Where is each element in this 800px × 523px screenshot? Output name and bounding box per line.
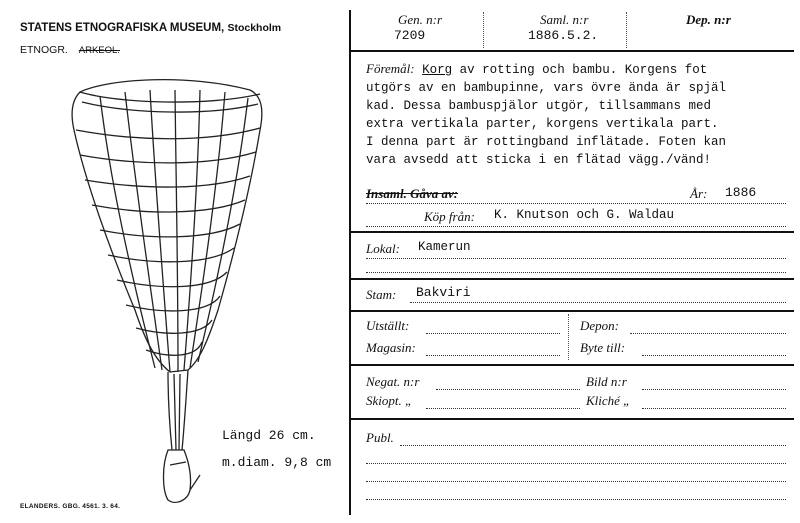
insaml-dotline	[366, 203, 786, 204]
foremal-rule	[349, 231, 794, 233]
basket-drawing	[50, 70, 300, 510]
bild-dotline	[642, 389, 786, 390]
dimension-length: Längd 26 cm.	[222, 428, 316, 443]
kop-fran-label: Köp från:	[424, 209, 475, 224]
bild-label: Bild n:r	[586, 374, 627, 389]
skiopt-dotline	[426, 408, 580, 409]
lokal-label: Lokal:	[366, 241, 400, 256]
lokal-rule	[349, 278, 794, 280]
saml-nr-label: Saml. n:r	[540, 12, 589, 27]
publ-dotline-3	[366, 481, 786, 482]
stam-dotline	[410, 302, 786, 303]
negat-dotline	[436, 389, 580, 390]
kop-fran-value: K. Knutson och G. Waldau	[494, 208, 675, 222]
magasin-label: Magasin:	[366, 340, 416, 355]
insaml-label-struck: Insaml. Gåva av:	[366, 186, 459, 201]
lokal-dotline-1	[366, 258, 786, 259]
ar-value: 1886	[725, 185, 757, 200]
publ-label: Publ.	[366, 430, 394, 445]
byte-till-dotline	[642, 355, 786, 356]
utstallt-dotline	[426, 333, 560, 334]
utstallt-label: Utställt:	[366, 318, 410, 333]
foremal-line-2: utgörs av en bambupinne, vars övre ända är spjäl	[366, 81, 727, 95]
gen-nr-value: 7209	[394, 28, 426, 43]
kop-dotline	[366, 226, 786, 227]
publ-dotline-1	[400, 445, 786, 446]
museum-city: Stockholm	[227, 22, 282, 34]
stam-value: Bakviri	[416, 285, 471, 300]
foremal-section	[366, 60, 796, 169]
header-divider-1	[483, 12, 485, 48]
publ-dotline-4	[366, 499, 786, 500]
depon-label: Depon:	[580, 318, 619, 333]
foremal-line-3: kad. Dessa bambuspjälor utgör, tillsammans med	[366, 99, 712, 113]
byte-till-label: Byte till:	[580, 340, 626, 355]
foremal-label: Föremål:	[366, 61, 415, 76]
stam-rule	[349, 310, 794, 312]
header-divider-2	[626, 12, 628, 48]
saml-nr-value: 1886.5.2.	[528, 28, 599, 43]
magasin-dotline	[426, 355, 560, 356]
storage-divider	[568, 314, 570, 360]
foremal-text	[366, 60, 796, 169]
negat-rule	[349, 418, 794, 420]
stam-label: Stam:	[366, 287, 397, 302]
foremal-line-1-text: av rotting och bambu. Korgens fot	[459, 63, 708, 77]
header-rule	[349, 50, 794, 52]
department-line	[20, 44, 120, 56]
skiopt-label: Skiopt. „	[366, 393, 413, 408]
foremal-line-4: extra vertikala parter, korgens vertikala part.	[366, 117, 719, 131]
storage-rule	[349, 364, 794, 366]
printer-imprint: ELANDERS. GBG. 4561. 3. 64.	[20, 503, 121, 510]
gen-nr-label: Gen. n:r	[398, 12, 443, 27]
negat-label: Negat. n:r	[366, 374, 420, 389]
ar-label: År:	[690, 186, 708, 201]
dimension-diameter: m.diam. 9,8 cm	[222, 455, 332, 470]
foremal-first-word: Korg	[422, 63, 453, 77]
foremal-line-1	[366, 60, 796, 79]
dep-nr-label: Dep. n:r	[686, 12, 731, 27]
lokal-value: Kamerun	[418, 240, 471, 254]
department-arkeol-struck: ARKEOL.	[78, 45, 120, 56]
vertical-divider	[349, 10, 351, 515]
museum-header	[20, 22, 281, 34]
museum-name: STATENS ETNOGRAFISKA MUSEUM,	[20, 22, 225, 34]
depon-dotline	[630, 333, 786, 334]
foremal-line-6: vara avsedd att sticka i en flätad vägg./vänd!	[366, 153, 712, 167]
publ-dotline-2	[366, 463, 786, 464]
kliche-dotline	[642, 408, 786, 409]
lokal-dotline-2	[366, 272, 786, 273]
kliche-label: Kliché „	[586, 393, 631, 408]
department-etnogr: ETNOGR.	[20, 44, 68, 56]
foremal-line-5: I denna part är rottingband inflätade. Foten kan	[366, 135, 727, 149]
